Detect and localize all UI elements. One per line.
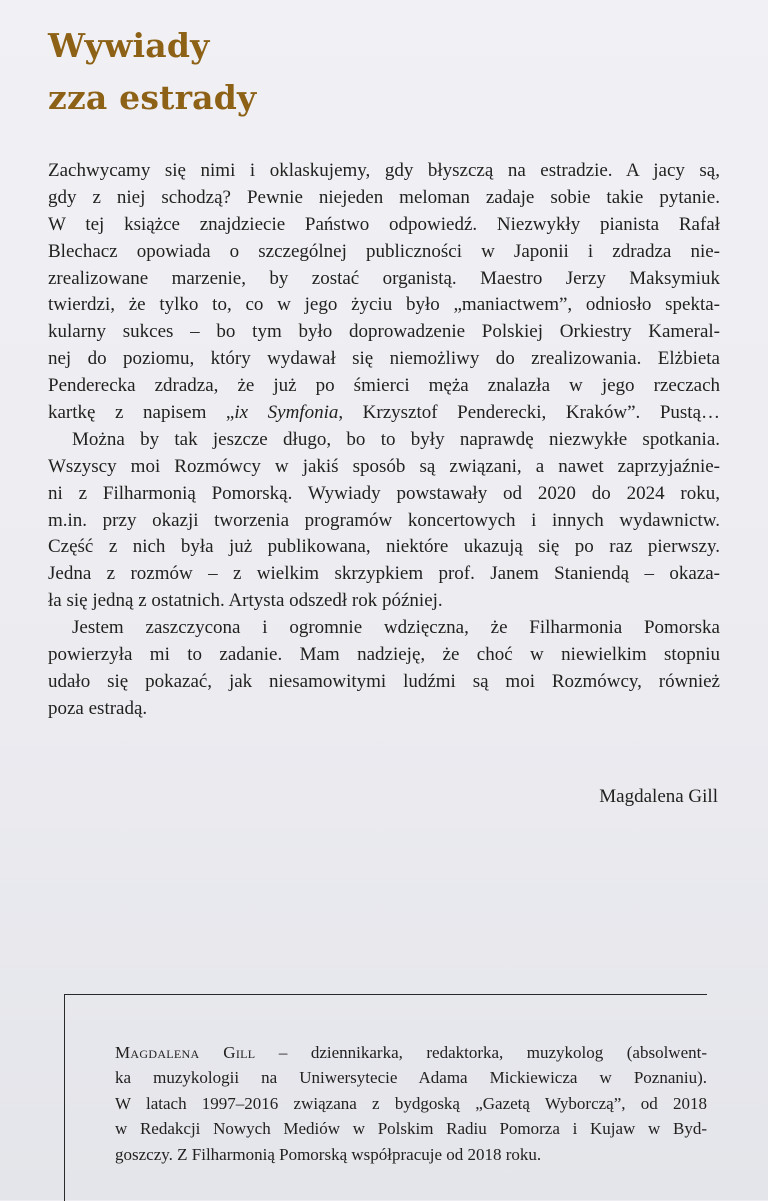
bio-line: goszczy. Z Filharmonią Pomorską współpracuje od 2018 roku. xyxy=(115,1144,542,1164)
bio-line: ka muzykologii na Uniwersytecie Adama Mickiewicza w Poznaniu). xyxy=(115,1068,707,1088)
body-line: Blechacz opowiada o szczególnej publiczności w Japonii i zdradza nie- xyxy=(48,240,720,262)
title-line-2: zza estrady xyxy=(48,78,257,117)
body-line: Penderecka zdradza, że już po śmierci męża znalazła w jego rzeczach xyxy=(48,375,720,397)
body-line xyxy=(48,400,720,427)
body-line: Można by tak jeszcze długo, bo to były naprawdę niezwykłe spotkania. xyxy=(72,428,720,450)
body-line: Jestem zaszczycona i ogromnie wdzięczna, że Filharmonia Pomorska xyxy=(72,617,720,639)
author-bio xyxy=(115,1040,707,1167)
body-line: ni z Filharmonią Pomorską. Wywiady powstawały od 2020 do 2024 roku, xyxy=(48,482,720,504)
body-line: ła się jedną z ostatnich. Artysta odszedł rok później. xyxy=(48,590,443,612)
title-line-1: Wywiady xyxy=(48,26,210,65)
body-line: zrealizowane marzenie, by zostać organistą. Maestro Jerzy Maksymiuk xyxy=(48,267,720,289)
body-line: Jedna z rozmów – z wielkim skrzypkiem prof. Janem Staniendą – okaza- xyxy=(48,563,720,585)
body-line: kularny sukces – bo tym było doprowadzenie Polskiej Orkiestry Kameral- xyxy=(48,321,720,343)
body-line: Część z nich była już publikowana, niektóre ukazują się po raz pierwszy. xyxy=(48,536,720,558)
body-line: powierzyła mi to zadanie. Mam nadzieję, że choć w niewielkim stopniu xyxy=(48,644,720,666)
body-line-text: , Krzysztof Penderecki, Kraków”. Pustą… xyxy=(338,402,720,424)
body-line: udało się pokazać, jak niesamowitymi ludźmi są moi Rozmówcy, również xyxy=(48,670,720,692)
symphony-title-italic: ix Symfonia xyxy=(234,402,339,424)
bio-line-1-rest: – dziennikarka, redaktorka, muzykolog (absolwent- xyxy=(255,1043,708,1062)
bio-line: w Redakcji Nowych Mediów w Polskim Radiu Pomorza i Kujaw w Byd- xyxy=(115,1119,707,1139)
bio-line: W latach 1997–2016 związana z bydgoską „Gazetą Wyborczą”, od 2018 xyxy=(115,1093,707,1113)
blurb-text xyxy=(48,158,720,723)
body-line: nej do poziomu, który wydawał się niemożliwy do zrealizowania. Elżbieta xyxy=(48,348,720,370)
body-line: Wszyscy moi Rozmówcy w jakiś sposób są związani, a nawet zaprzyjaźnie- xyxy=(48,455,720,477)
bio-author-name: Magdalena Gill xyxy=(115,1043,256,1062)
body-line: W tej książce znajdziecie Państwo odpowiedź. Niezwykły pianista Rafał xyxy=(48,213,720,235)
body-line-text: kartkę z napisem „ xyxy=(48,402,235,424)
body-line: m.in. przy okazji tworzenia programów koncertowych i innych wydawnictw. xyxy=(48,509,720,531)
author-signature: Magdalena Gill xyxy=(599,786,718,807)
book-title xyxy=(48,20,256,124)
body-line: gdy z niej schodzą? Pewnie niejeden meloman zadaje sobie takie pytanie. xyxy=(48,186,720,208)
body-line: twierdzi, że tylko to, co w jego życiu było „maniactwem”, odniosło spekta- xyxy=(48,294,720,316)
body-line: poza estradą. xyxy=(48,697,148,719)
bio-line-1 xyxy=(115,1040,707,1065)
body-line: Zachwycamy się nimi i oklaskujemy, gdy błyszczą na estradzie. A jacy są, xyxy=(48,160,720,181)
